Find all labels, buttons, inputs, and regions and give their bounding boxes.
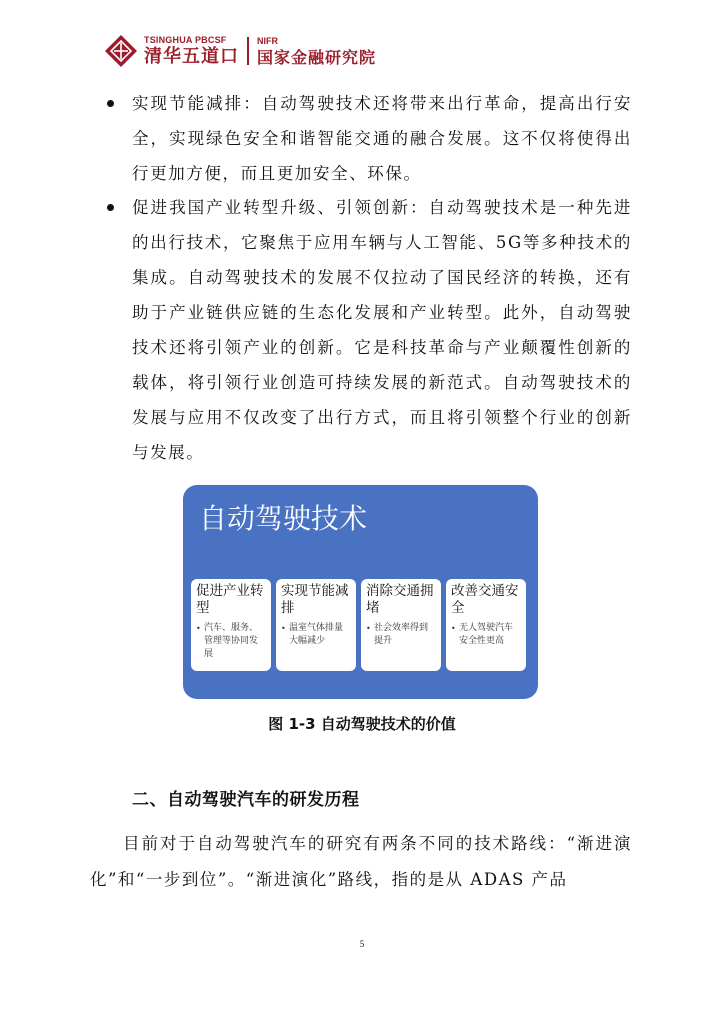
card-item: 无人驾驶汽车安全性更高: [459, 623, 514, 646]
figure-caption: 图 1-3 自动驾驶技术的价值: [268, 715, 456, 733]
institute-english-text: NIFR: [257, 35, 278, 46]
diagram-card: [276, 579, 356, 671]
card-item: 社会效率得到提升: [374, 623, 429, 646]
card-bullet-icon: •: [196, 624, 201, 633]
tsinghua-pbcsf-logo-icon: [104, 34, 138, 68]
logo-chinese-text: 清华五道口: [144, 46, 239, 67]
institute-chinese-text: 国家金融研究院: [257, 47, 377, 67]
card-item: 汽车、服务、管理等协同发展: [204, 623, 259, 659]
card-bullet-icon: •: [366, 624, 371, 633]
bullet-dot-icon: [107, 204, 114, 211]
section-heading: 二、自动驾驶汽车的研发历程: [132, 790, 360, 810]
diagram-card: [191, 579, 271, 671]
value-diagram: [183, 485, 538, 699]
card-title: 实现节能减排: [281, 583, 349, 616]
page-header: [104, 34, 376, 68]
logo-divider: [247, 37, 249, 65]
diagram-card: [446, 579, 526, 671]
diagram-cards: [191, 579, 526, 671]
bullet-item: [132, 190, 632, 470]
bullet-text: 实现节能减排：自动驾驶技术还将带来出行革命，提高出行安全，实现绿色安全和谐智能交通的融合发展。这不仅将使得出行更加方便，而且更加安全、环保。: [132, 94, 632, 183]
body-paragraph: 目前对于自动驾驶汽车的研究有两条不同的技术路线：“渐进演化”和“一步到位”。“渐进演化”路线，指的是从 ADAS 产品: [90, 834, 632, 889]
card-bullet-icon: •: [281, 624, 286, 633]
card-title: 消除交通拥堵: [366, 583, 434, 616]
bullet-text: 促进我国产业转型升级、引领创新：自动驾驶技术是一种先进的出行技术，它聚焦于应用车辆与人工智能、5G等多种技术的集成。自动驾驶技术的发展不仅拉动了国民经济的转换，还有助于产业链供应链的生态化发展和产业转型。此外，自动驾驶技术还将引领产业的创新。它是科技革命与产业颠覆性创新的载体，将引领行业创造可持续发展的新范式。自动驾驶技术的发展与应用不仅改变了出行方式，而且将引领整个行业的创新与发展。: [132, 198, 632, 462]
card-bullet-icon: •: [451, 624, 456, 633]
diagram-card: [361, 579, 441, 671]
diagram-title: 自动驾驶技术: [199, 502, 368, 535]
card-item: 温室气体排量大幅减少: [289, 623, 344, 646]
bullet-item: [132, 86, 632, 191]
page-number: 5: [359, 939, 365, 949]
card-title: 促进产业转型: [196, 583, 264, 616]
bullet-dot-icon: [107, 100, 114, 107]
logo-english-text: TSINGHUA PBCSF: [144, 35, 227, 45]
card-title: 改善交通安全: [451, 583, 519, 616]
